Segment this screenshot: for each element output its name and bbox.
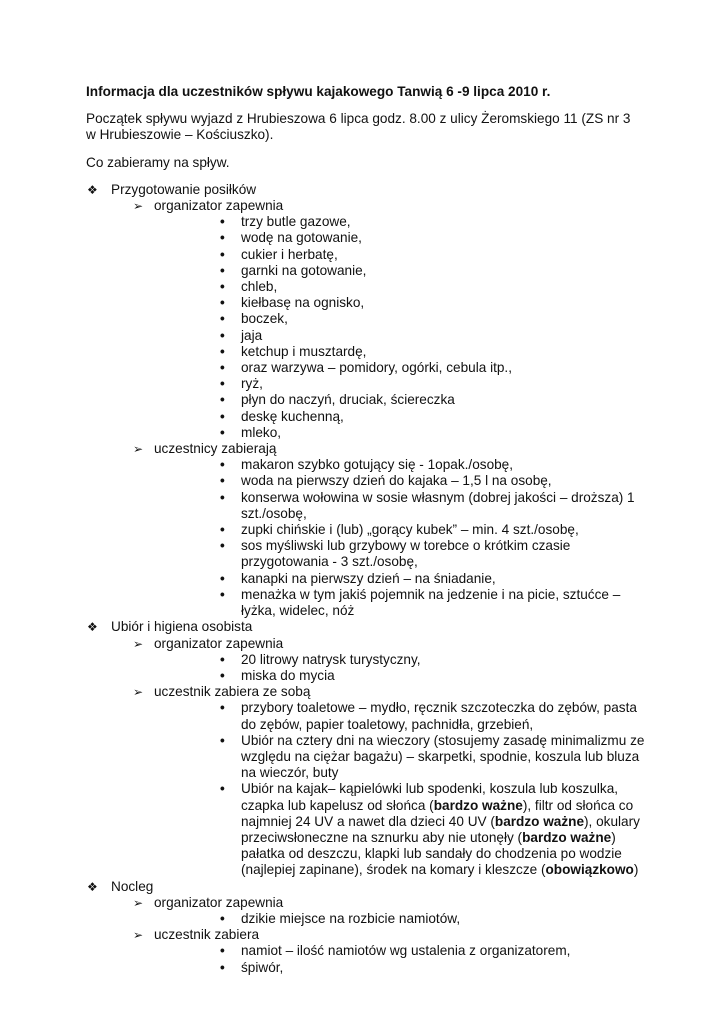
document-title: Informacja dla uczestników spływu kajakowego Tanwią 6 -9 lipca 2010 r.: [86, 84, 551, 99]
list-item: [154, 279, 646, 295]
item-text: sos myśliwski lub grzybowy w torebce o krótkim czasie przygotowania - 3 szt./osobę,: [241, 538, 571, 570]
item-text: woda na pierwszy dzień do kajaka – 1,5 l na osobę,: [241, 473, 552, 489]
bullet-icon: •: [220, 781, 225, 797]
item-text: kiełbasę na ognisko,: [241, 295, 365, 311]
item-text: dzikie miejsce na rozbicie namiotów,: [241, 910, 461, 926]
list-item: [154, 960, 646, 976]
group-organizer: [111, 895, 646, 927]
item-list: [154, 911, 646, 927]
group-label: organizator zapewnia: [154, 894, 284, 910]
item-text: makaron szybko gotujący się - 1opak./osobę,: [241, 457, 514, 473]
item-text: mleko,: [241, 424, 282, 440]
bullet-icon: •: [220, 230, 225, 246]
emphasis-text: obowiązkowo: [545, 862, 634, 878]
arrow-bullet-icon: ➢: [133, 895, 144, 910]
bullet-icon: •: [220, 327, 225, 343]
item-list: [154, 457, 646, 619]
bullet-icon: •: [220, 392, 225, 408]
group-organizer: [111, 198, 646, 441]
section-clothing-hygiene: [86, 619, 646, 878]
list-item: [154, 733, 646, 782]
arrow-bullet-icon: ➢: [133, 199, 144, 214]
item-text: płyn do naczyń, druciak, ściereczka: [241, 392, 455, 408]
bullet-icon: •: [220, 457, 225, 473]
group-list: [111, 636, 646, 879]
intro-line: Początek spływu wyjazd z Hrubieszowa 6 lipca godz. 8.00 z ulicy Żeromskiego 11 (ZS nr 3: [86, 111, 631, 127]
list-item: [154, 652, 646, 668]
item-list: [154, 700, 646, 878]
item-text: boczek,: [241, 311, 288, 327]
bullet-icon: •: [220, 538, 225, 554]
list-item: [154, 911, 646, 927]
group-list: [111, 198, 646, 619]
bullet-icon: •: [220, 376, 225, 392]
group-label: organizator zapewnia: [154, 635, 284, 651]
bullet-icon: •: [220, 959, 225, 975]
bullet-icon: •: [220, 246, 225, 262]
bullet-icon: •: [220, 279, 225, 295]
item-list: [154, 943, 646, 975]
bullet-icon: •: [220, 667, 225, 683]
group-participant: [111, 927, 646, 976]
bullet-icon: •: [220, 489, 225, 505]
item-text: oraz warzywa – pomidory, ogórki, cebula itp.,: [241, 360, 512, 376]
item-text: konserwa wołowina w sosie własnym (dobrej jakości – droższa) 1 szt./osobę,: [241, 489, 635, 521]
item-text: chleb,: [241, 279, 278, 295]
item-list: [154, 214, 646, 441]
list-item: [154, 490, 646, 522]
list-item: [154, 311, 646, 327]
item-text: Ubiór na cztery dni na wieczory (stosujemy zasadę minimalizmu ze względu na ciężar bagażu) – skarpetki, spodnie, koszula lub bluza na wieczór, buty: [241, 732, 645, 781]
arrow-bullet-icon: ➢: [133, 928, 144, 943]
intro-paragraph: [86, 111, 646, 143]
section-accommodation: [86, 879, 646, 976]
item-text: ketchup i musztardę,: [241, 343, 367, 359]
packing-heading: Co zabieramy na spływ.: [86, 154, 230, 170]
list-item: [154, 263, 646, 279]
section-heading: Nocleg: [111, 878, 154, 894]
bullet-icon: •: [220, 910, 225, 926]
section-heading: Ubiór i higiena osobista: [111, 619, 253, 635]
bullet-icon: •: [220, 262, 225, 278]
section-meals: [86, 182, 646, 619]
list-item: [154, 214, 646, 230]
item-list: [154, 652, 646, 684]
bullet-icon: •: [220, 360, 225, 376]
group-label: uczestnicy zabierają: [154, 441, 277, 457]
bullet-icon: •: [220, 586, 225, 602]
item-text: wodę na gotowanie,: [241, 230, 362, 246]
section-list: [86, 182, 646, 976]
intro-line: w Hrubieszowie – Kościuszko).: [86, 127, 274, 143]
diamond-bullet-icon: ❖: [87, 879, 98, 894]
group-label: organizator zapewnia: [154, 198, 284, 214]
item-text: kanapki na pierwszy dzień – na śniadanie,: [241, 570, 496, 586]
arrow-bullet-icon: ➢: [133, 442, 144, 457]
emphasis-text: bardzo ważne: [494, 813, 585, 829]
item-text: menażka w tym jakiś pojemnik na jedzenie i na picie, sztućce – łyżka, widelec, nóż: [241, 586, 621, 619]
bullet-icon: •: [220, 295, 225, 311]
list-item: [154, 473, 646, 489]
arrow-bullet-icon: ➢: [133, 685, 144, 700]
group-label: uczestnik zabiera: [154, 927, 260, 943]
group-label: uczestnik zabiera ze sobą: [154, 684, 311, 700]
diamond-bullet-icon: ❖: [87, 182, 98, 197]
item-text: cukier i herbatę,: [241, 246, 338, 262]
item-text: miska do mycia: [241, 667, 335, 683]
item-text: śpiwór,: [241, 959, 284, 975]
bullet-icon: •: [220, 408, 225, 424]
group-list: [111, 895, 646, 976]
list-item: [154, 668, 646, 684]
list-item: [154, 571, 646, 587]
bullet-icon: •: [220, 522, 225, 538]
list-item: [154, 409, 646, 425]
list-item: [154, 538, 646, 570]
list-item: [154, 522, 646, 538]
bullet-icon: •: [220, 651, 225, 667]
list-item: [154, 781, 646, 878]
bullet-icon: •: [220, 311, 225, 327]
section-heading: Przygotowanie posiłków: [111, 181, 257, 197]
emphasis-text: bardzo ważne: [433, 797, 523, 813]
arrow-bullet-icon: ➢: [133, 636, 144, 651]
bullet-icon: •: [220, 943, 225, 959]
list-item: [154, 360, 646, 376]
group-organizer: [111, 636, 646, 685]
list-item: [154, 457, 646, 473]
bullet-icon: •: [220, 732, 225, 748]
item-text: garnki na gotowanie,: [241, 262, 367, 278]
list-item: [154, 376, 646, 392]
item-text: Ubiór na kajak– kąpielówki lub spodenki, koszula lub koszulka, czapka lub kapelusz od słońca (bardzo ważne), filtr od słońca co najmniej 24 UV a nawet dla dzieci 40 UV (bardzo ważne), okulary przeciwsłoneczne na sznurku aby nie utonęły (bardzo ważne) pałatka od deszczu, klapki lub sandały do chodzenia po wodzie (najlepiej zapinane), środek na komary i kleszcze (obowiązkowo): [241, 781, 640, 878]
item-text: 20 litrowy natrysk turystyczny,: [241, 651, 421, 667]
list-item: [154, 943, 646, 959]
list-item: [154, 295, 646, 311]
item-text: namiot – ilość namiotów wg ustalenia z organizatorem,: [241, 943, 571, 959]
list-item: [154, 230, 646, 246]
list-item: [154, 247, 646, 263]
item-text: trzy butle gazowe,: [241, 214, 351, 230]
list-item: [154, 700, 646, 732]
item-text: przybory toaletowe – mydło, ręcznik szczoteczka do zębów, pasta do zębów, papier toaletowy, pachnidła, grzebień,: [241, 700, 637, 732]
diamond-bullet-icon: ❖: [87, 620, 98, 635]
bullet-icon: •: [220, 570, 225, 586]
bullet-icon: •: [220, 700, 225, 716]
item-text: ryż,: [241, 376, 263, 392]
list-item: [154, 425, 646, 441]
group-participants: [111, 441, 646, 619]
bullet-icon: •: [220, 214, 225, 230]
item-text: deskę kuchenną,: [241, 408, 344, 424]
group-participant: [111, 684, 646, 878]
list-item: [154, 328, 646, 344]
list-item: [154, 344, 646, 360]
bullet-icon: •: [220, 343, 225, 359]
document-body: [86, 84, 646, 976]
list-item: [154, 392, 646, 408]
bullet-icon: •: [220, 424, 225, 440]
bullet-icon: •: [220, 473, 225, 489]
list-item: [154, 587, 646, 619]
item-text: jaja: [241, 327, 263, 343]
item-text: zupki chińskie i (lub) „gorący kubek” – min. 4 szt./osobę,: [241, 522, 579, 538]
emphasis-text: bardzo ważne: [522, 829, 612, 845]
